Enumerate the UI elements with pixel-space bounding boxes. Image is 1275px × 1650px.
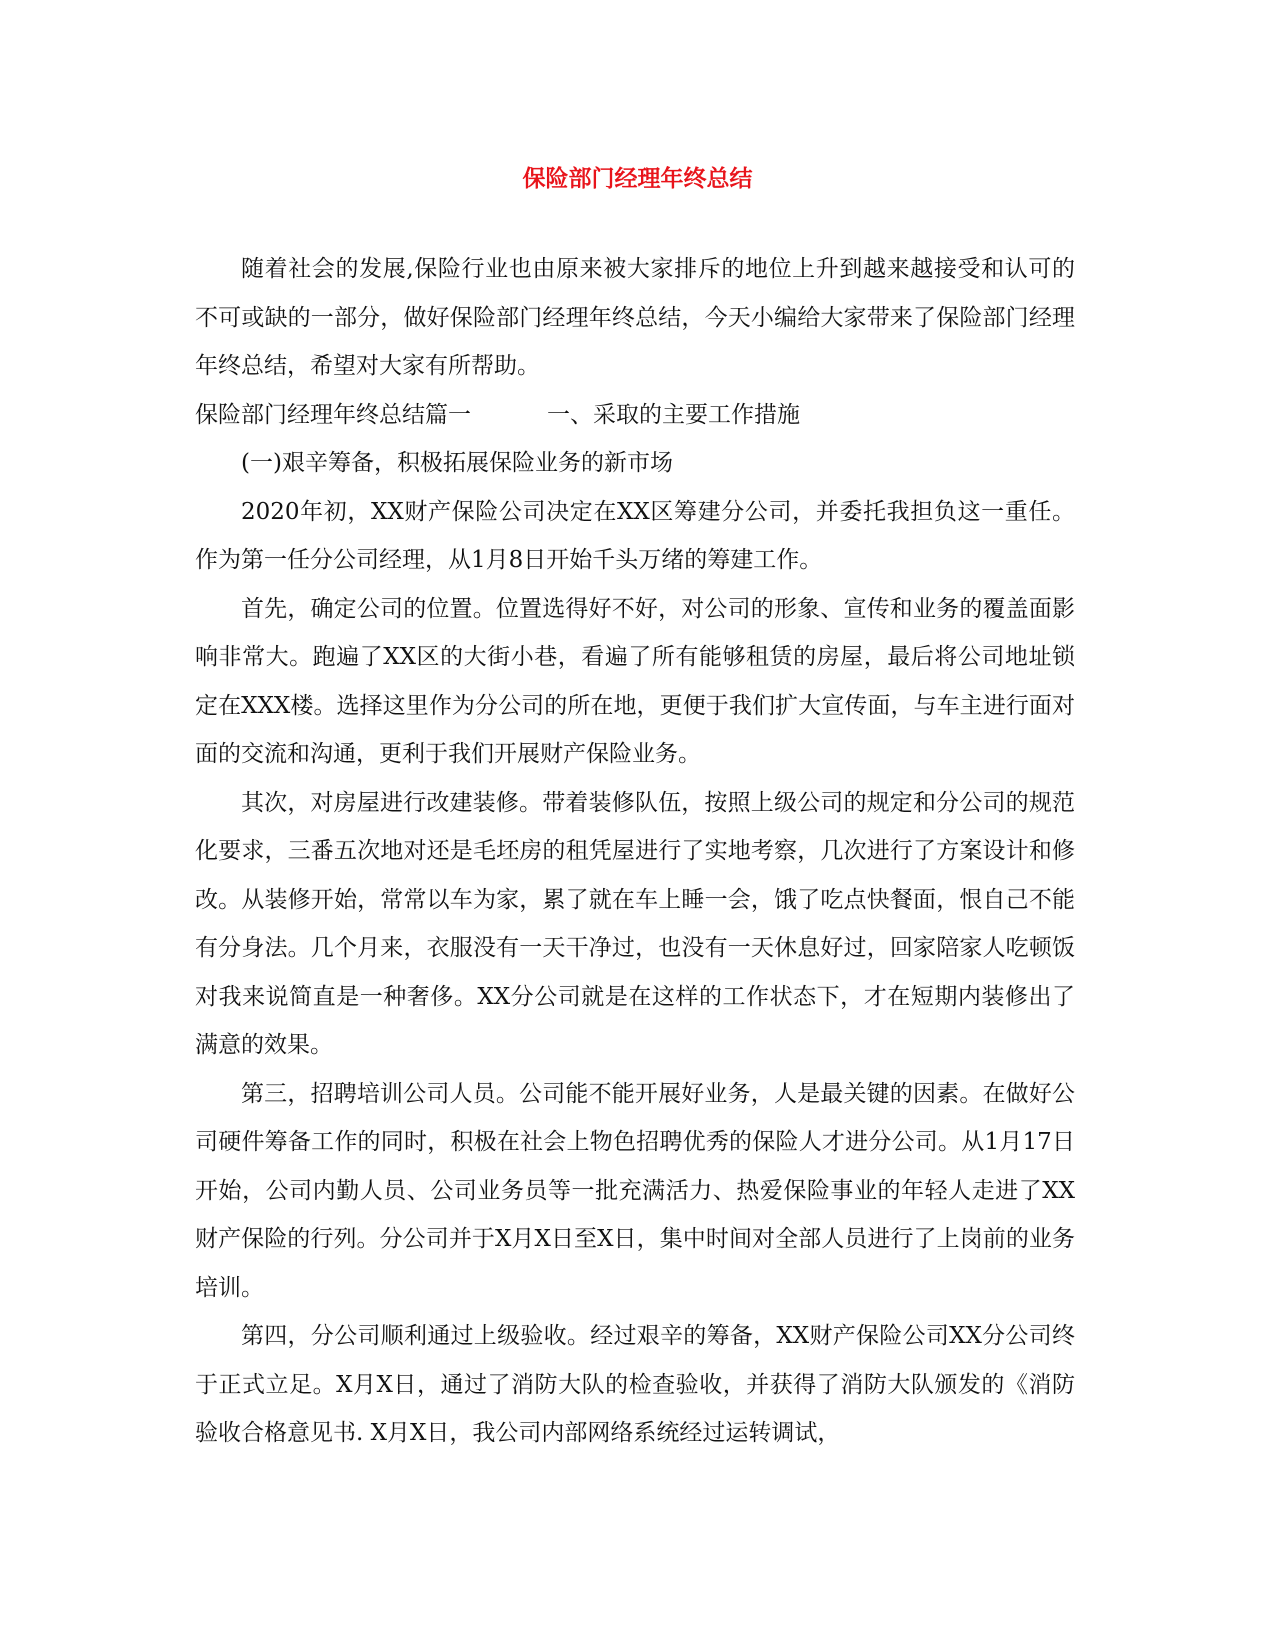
section-header-line	[195, 391, 1075, 440]
section-label: 保险部门经理年终总结篇一	[195, 401, 471, 428]
section-heading: 一、采取的主要工作措施	[547, 401, 800, 428]
paragraph-4: 第三，招聘培训公司人员。公司能不能开展好业务，人是最关键的因素。在做好公司硬件筹备工作的同时，积极在社会上物色招聘优秀的保险人才进分公司。从1月17日开始，公司内勤人员、公司业务员等一批充满活力、热爱保险事业的年轻人走进了XX财产保险的行列。分公司并于X月X日至X日，集中时间对全部人员进行了上岗前的业务培训。	[195, 1080, 1075, 1301]
paragraph-2: 首先，确定公司的位置。位置选得好不好，对公司的形象、宣传和业务的覆盖面影响非常大。跑遍了XX区的大街小巷，看遍了所有能够租赁的房屋，最后将公司地址锁定在XXX楼。选择这里作为分公司的所在地，更便于我们扩大宣传面，与车主进行面对面的交流和沟通，更利于我们开展财产保险业务。	[195, 595, 1075, 767]
document-title: 保险部门经理年终总结	[522, 166, 753, 192]
document-body	[195, 245, 1075, 1458]
paragraph-5: 第四，分公司顺利通过上级验收。经过艰辛的筹备，XX财产保险公司XX分公司终于正式立足。X月X日，通过了消防大队的检查验收，并获得了消防大队颁发的《消防验收合格意见书. X月X日，我公司内部网络系统经过运转调试，	[195, 1323, 1075, 1446]
paragraph-1: 2020年初，XX财产保险公司决定在XX区筹建分公司，并委托我担负这一重任。作为第一任分公司经理，从1月8日开始千头万绪的筹建工作。	[195, 498, 1075, 573]
paragraph-3: 其次，对房屋进行改建装修。带着装修队伍，按照上级公司的规定和分公司的规范化要求，三番五次地对还是毛坯房的租凭屋进行了实地考察，几次进行了方案设计和修改。从装修开始，常常以车为家，累了就在车上睡一会，饿了吃点快餐面，恨自己不能有分身法。几个月来，衣服没有一天干净过，也没有一天休息好过，回家陪家人吃顿饭对我来说简直是一种奢侈。XX分公司就是在这样的工作状态下，才在短期内装修出了满意的效果。	[195, 789, 1075, 1058]
intro-paragraph: 随着社会的发展,保险行业也由原来被大家排斥的地位上升到越来越接受和认可的不可或缺的一部分，做好保险部门经理年终总结，今天小编给大家带来了保险部门经理年终总结，希望对大家有所帮助。	[195, 256, 1075, 379]
subheading: (一)艰辛筹备，积极拓展保险业务的新市场	[241, 450, 673, 476]
